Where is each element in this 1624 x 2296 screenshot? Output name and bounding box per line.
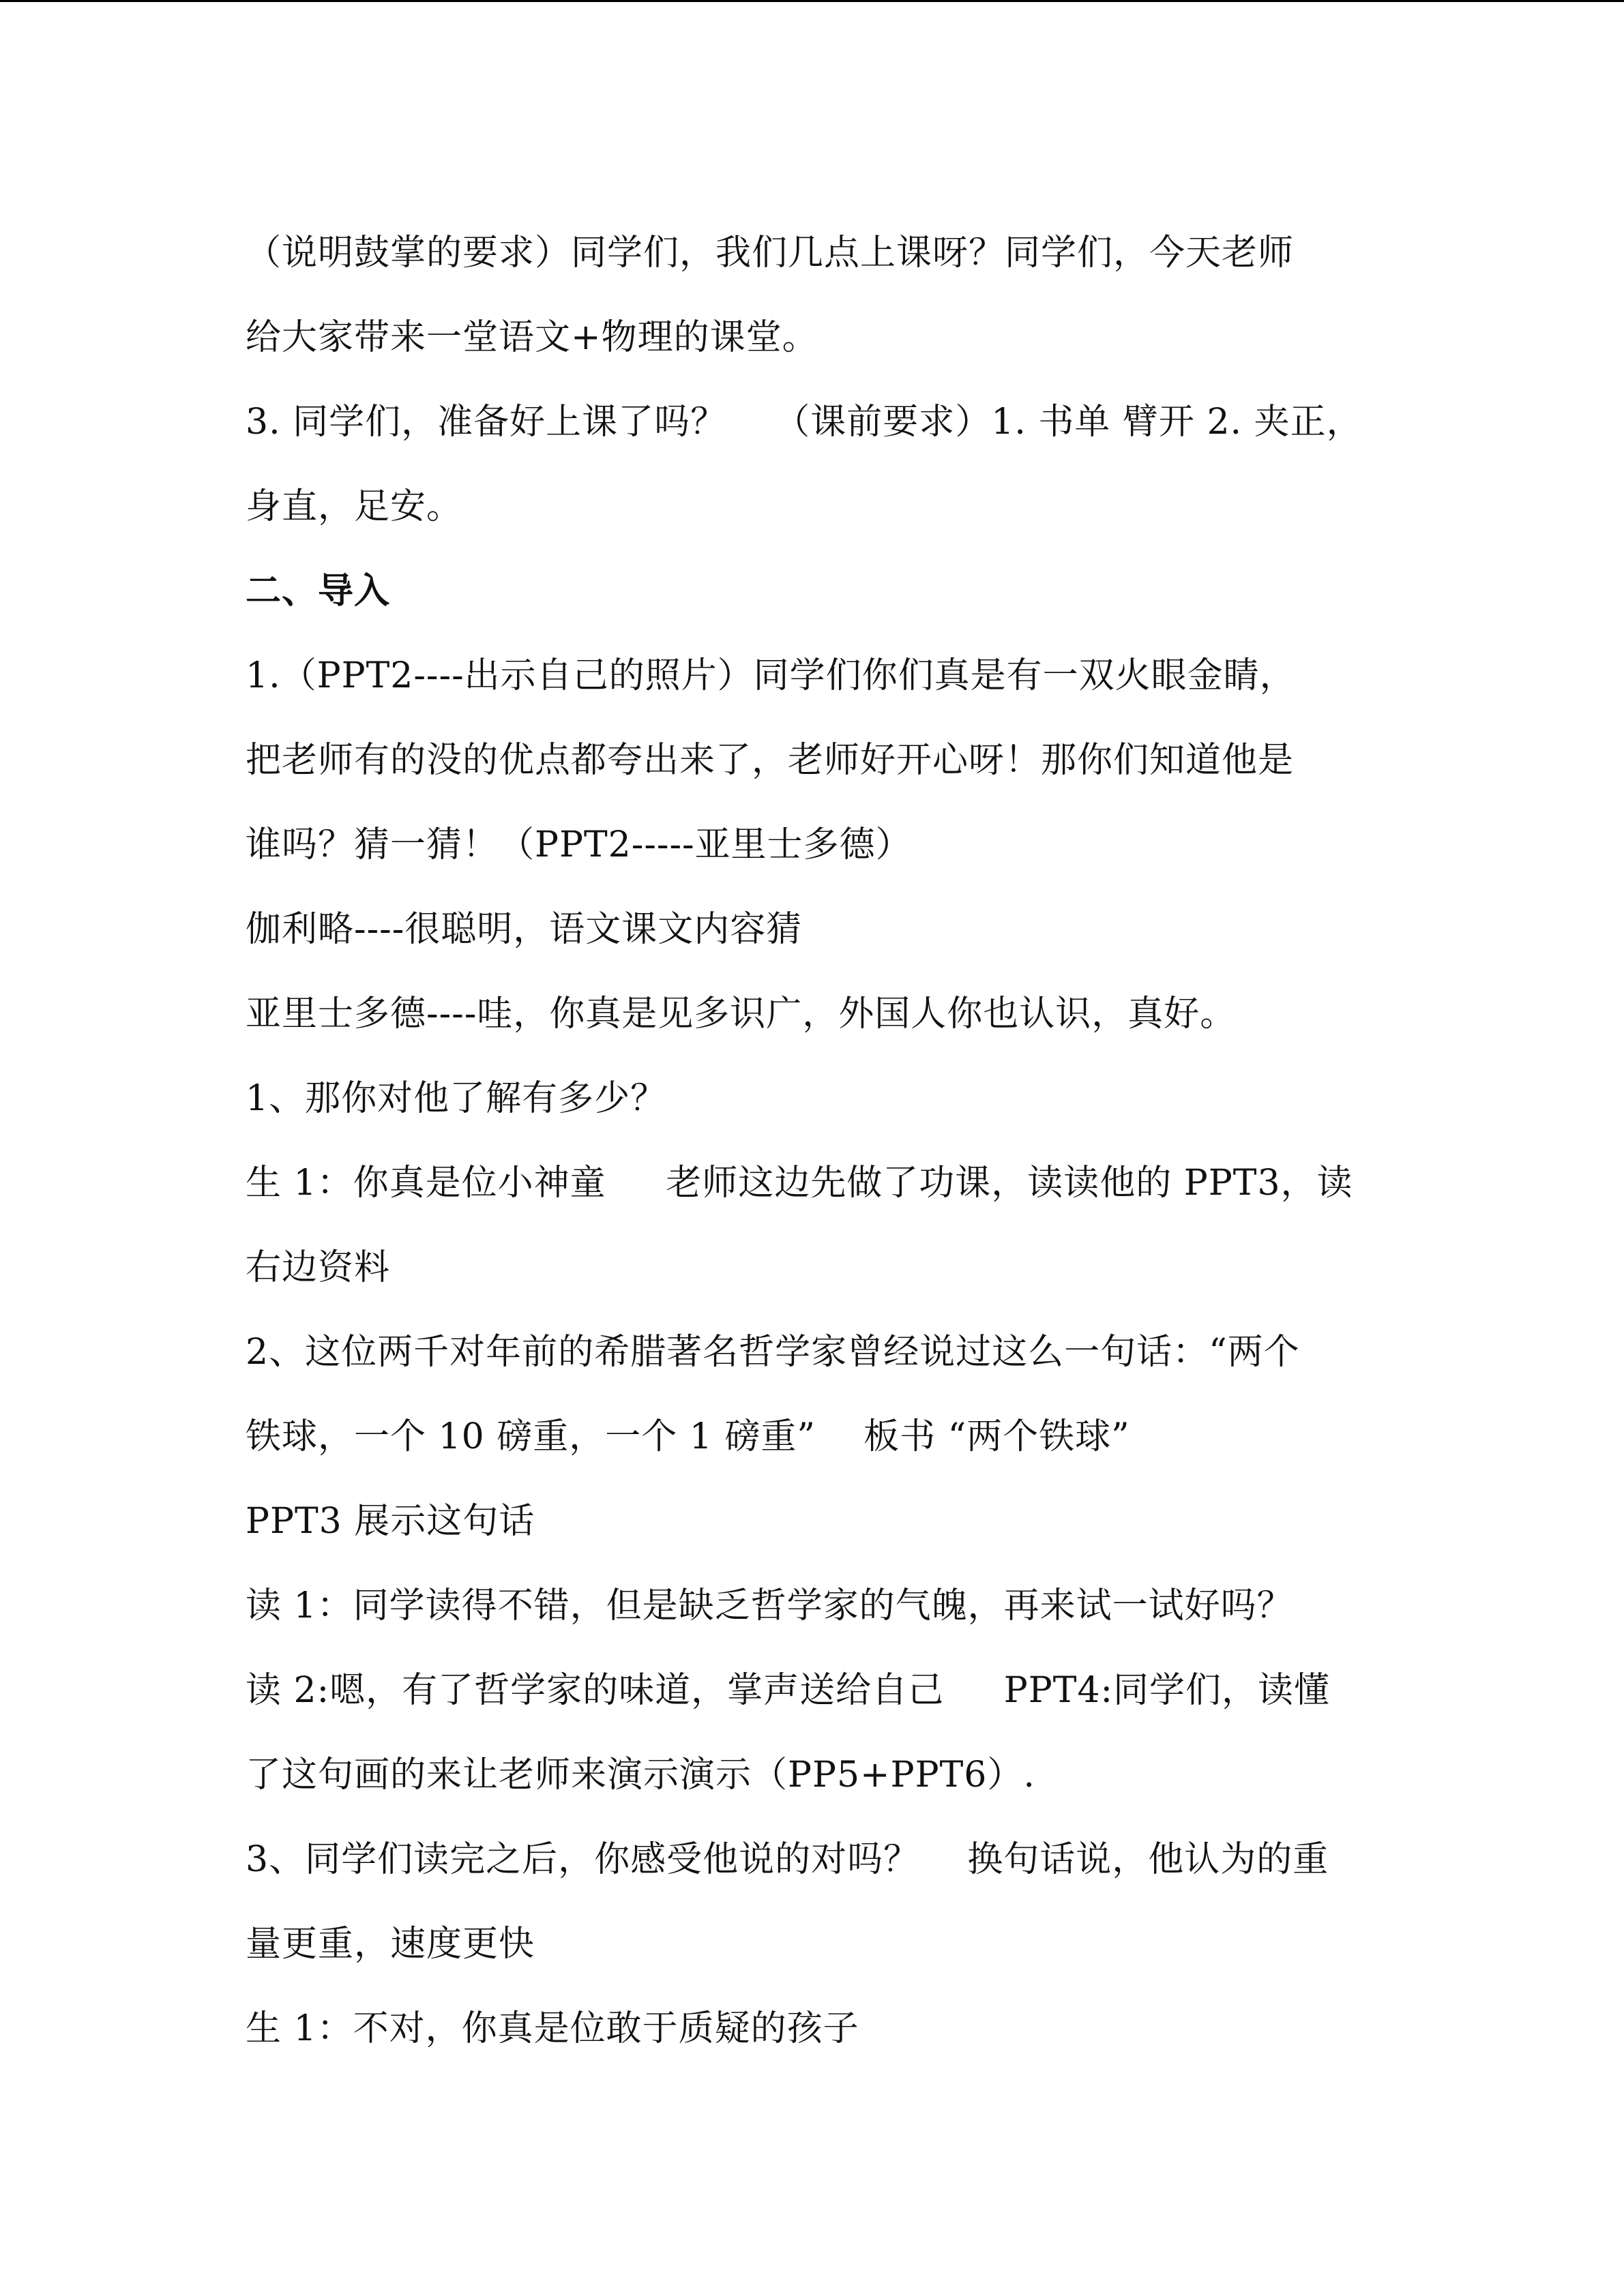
paragraph-line: （说明鼓掌的要求）同学们，我们几点上课呀？同学们，今天老师 bbox=[246, 233, 1295, 273]
paragraph-line: 读 2:嗯，有了哲学家的味道，掌声送给自己 PPT4:同学们，读懂 bbox=[246, 1670, 1331, 1711]
paragraph-line: 量更重，速度更快 bbox=[246, 1924, 535, 1965]
paragraph-line: 右边资料 bbox=[246, 1247, 391, 1288]
paragraph-line: 生 1：不对，你真是位敢于质疑的孩子 bbox=[246, 2008, 859, 2049]
paragraph-line: PPT3 展示这句话 bbox=[246, 1501, 535, 1542]
paragraph-line: 3、同学们读完之后，你感受他说的对吗？ 换句话说，他认为的重 bbox=[246, 1839, 1329, 1880]
paragraph-line: 伽利略----很聪明，语文课文内容猜 bbox=[246, 909, 803, 950]
document-body bbox=[246, 211, 1391, 2071]
paragraph-line: 给大家带来一堂语文+物理的课堂。 bbox=[246, 317, 818, 358]
paragraph-line: 读 1：同学读得不错，但是缺乏哲学家的气魄，再来试一试好吗？ bbox=[246, 1585, 1293, 1626]
paragraph-line: 了这句画的来让老师来演示演示（PP5+PPT6）. bbox=[246, 1755, 1035, 1795]
paragraph-line: 谁吗？猜一猜！（PPT2-----亚里士多德） bbox=[246, 824, 912, 865]
paragraph-line: 2、这位两千对年前的希腊著名哲学家曾经说过这么一句话：“两个 bbox=[246, 1332, 1300, 1373]
paragraph-line: 身直，足安。 bbox=[246, 486, 463, 527]
paragraph-line: 亚里士多德----哇，你真是见多识广，外国人你也认识，真好。 bbox=[246, 994, 1237, 1034]
paragraph-line: 1.（PPT2----出示自己的照片）同学们你们真是有一双火眼金睛， bbox=[246, 655, 1296, 696]
paragraph-line: 把老师有的没的优点都夸出来了，老师好开心呀！那你们知道他是 bbox=[246, 740, 1295, 781]
paragraph-line: 1、那你对他了解有多少？ bbox=[246, 1078, 667, 1119]
paragraph-line: 生 1：你真是位小神童 老师这边先做了功课，读读他的 PPT3，读 bbox=[246, 1163, 1353, 1204]
paragraph-line: 3. 同学们，准备好上课了吗？ （课前要求）1. 书单 臂开 2. 夹正， bbox=[246, 402, 1363, 443]
section-heading: 二、导入 bbox=[246, 571, 391, 612]
paragraph-line: 铁球，一个 10 磅重，一个 1 磅重” 板书 “两个铁球” bbox=[246, 1416, 1130, 1457]
